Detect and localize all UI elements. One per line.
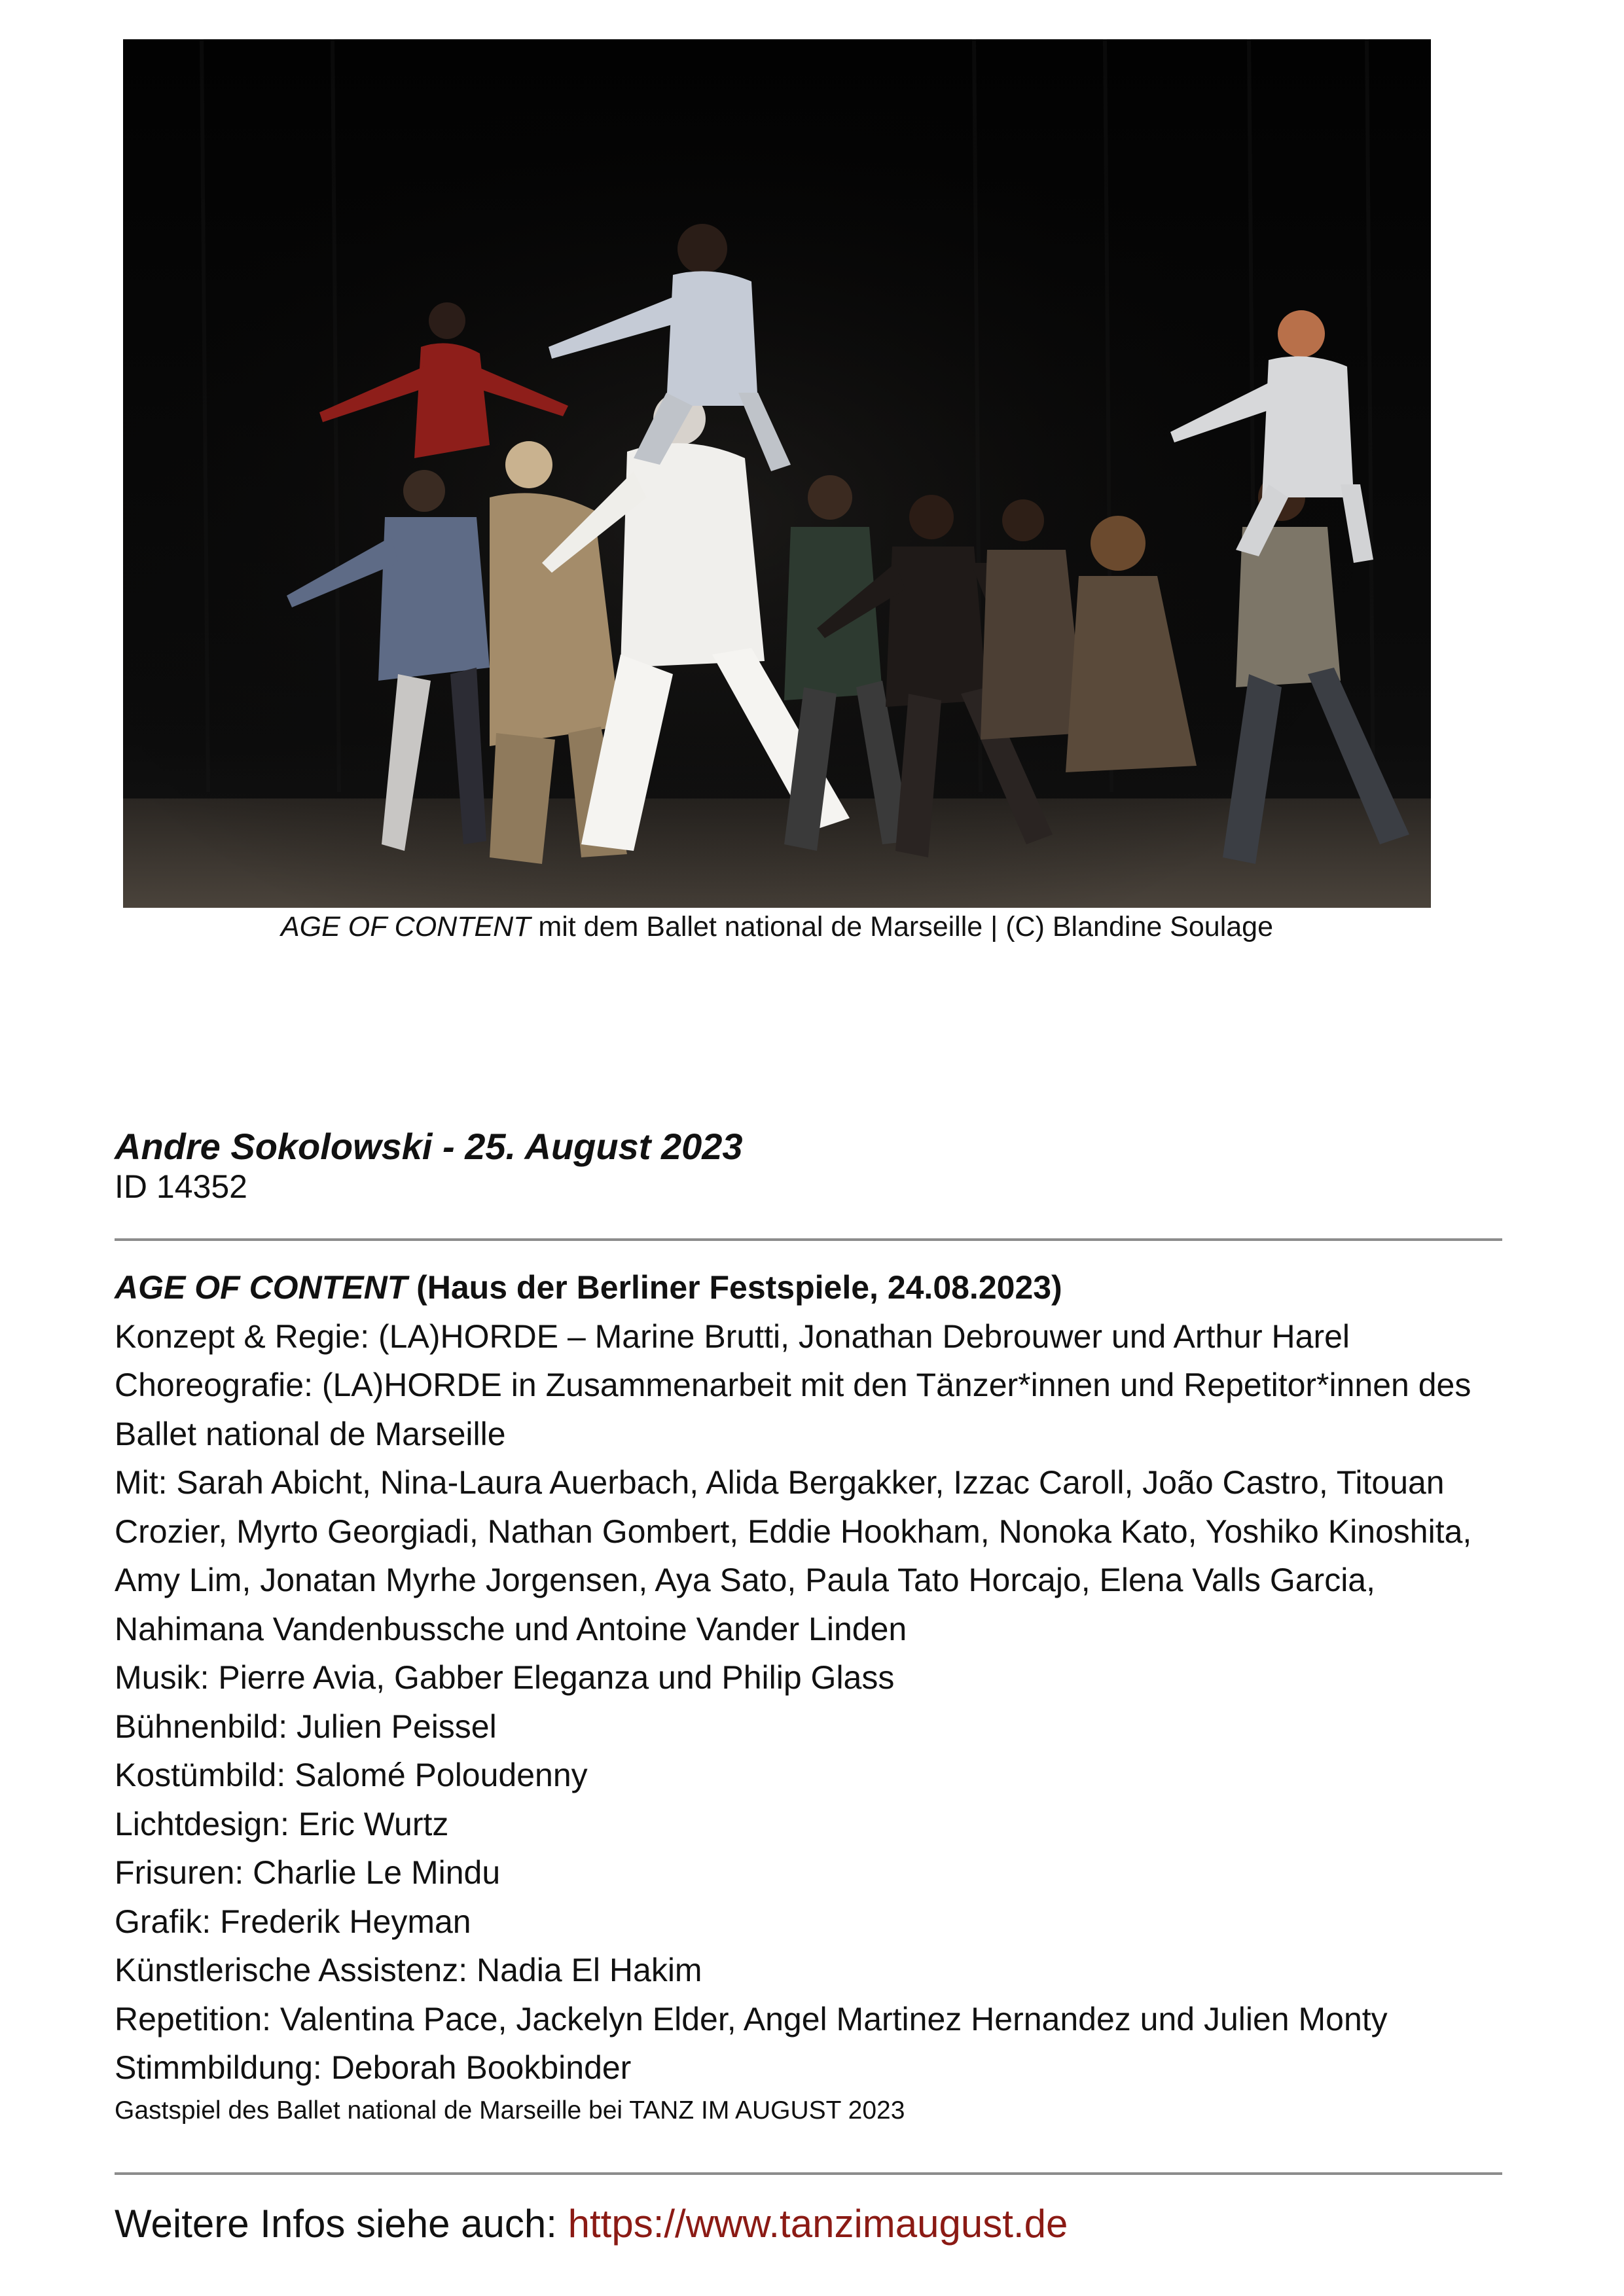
author-date-byline: Andre Sokolowski - 25. August 2023	[115, 1126, 743, 1167]
more-info-label: Weitere Infos siehe auch:	[115, 2201, 568, 2246]
production-credits	[115, 1263, 1502, 2092]
article-id: ID 14352	[115, 1168, 247, 1205]
divider	[115, 1238, 1502, 1241]
divider	[115, 2172, 1502, 2175]
caption-title: AGE OF CONTENT	[281, 911, 531, 942]
guest-performance-note: Gastspiel des Ballet national de Marseille bei TANZ IM AUGUST 2023	[115, 2096, 905, 2125]
credit-artistic-assistance: Künstlerische Assistenz: Nadia El Hakim	[115, 1952, 702, 1988]
photo-caption	[123, 908, 1431, 945]
credit-music: Musik: Pierre Avia, Gabber Eleganza und Philip Glass	[115, 1659, 895, 1696]
production-title	[115, 1263, 1502, 1312]
stage-photo-illustration	[123, 39, 1431, 908]
caption-credit: mit dem Ballet national de Marseille | (C) Blandine Soulage	[530, 911, 1273, 942]
more-info-line	[115, 2200, 1502, 2248]
article	[115, 1126, 1502, 2248]
tanzimaugust-link[interactable]: https://www.tanzimaugust.de	[568, 2201, 1068, 2246]
credit-voice: Stimmbildung: Deborah Bookbinder	[115, 2049, 632, 2086]
credit-costume: Kostümbild: Salomé Poloudenny	[115, 1757, 588, 1793]
credit-choreography: Choreografie: (LA)HORDE in Zusammenarbeit mit den Tänzer*innen und Repetitor*innen des Ballet national de Marseille	[115, 1367, 1471, 1452]
stage-photo	[123, 39, 1431, 908]
credit-cast: Mit: Sarah Abicht, Nina-Laura Auerbach, Alida Bergakker, Izzac Caroll, João Castro, Titouan Crozier, Myrto Georgiadi, Nathan Gombert, Eddie Hookham, Nonoka Kato, Yoshiko Kinoshita, Amy Lim, Jonatan Myrhe Jorgensen, Aya Sato, Paula Tato Horcajo, Elena Valls Garcia, Nahimana Vandenbussche und Antoine Vander Linden	[115, 1464, 1472, 1647]
credit-stage-design: Bühnenbild: Julien Peissel	[115, 1708, 497, 1745]
credit-hair: Frisuren: Charlie Le Mindu	[115, 1854, 501, 1891]
production-venue-date: (Haus der Berliner Festspiele, 24.08.2023)	[407, 1269, 1062, 1306]
production-name: AGE OF CONTENT	[115, 1269, 408, 1306]
credit-lighting: Lichtdesign: Eric Wurtz	[115, 1805, 449, 1842]
credit-concept: Konzept & Regie: (LA)HORDE – Marine Brutti, Jonathan Debrouwer und Arthur Harel	[115, 1318, 1350, 1355]
credit-rehearsal: Repetition: Valentina Pace, Jackelyn Elder, Angel Martinez Hernandez und Julien Monty	[115, 2000, 1388, 2037]
credit-graphics: Grafik: Frederik Heyman	[115, 1903, 471, 1940]
